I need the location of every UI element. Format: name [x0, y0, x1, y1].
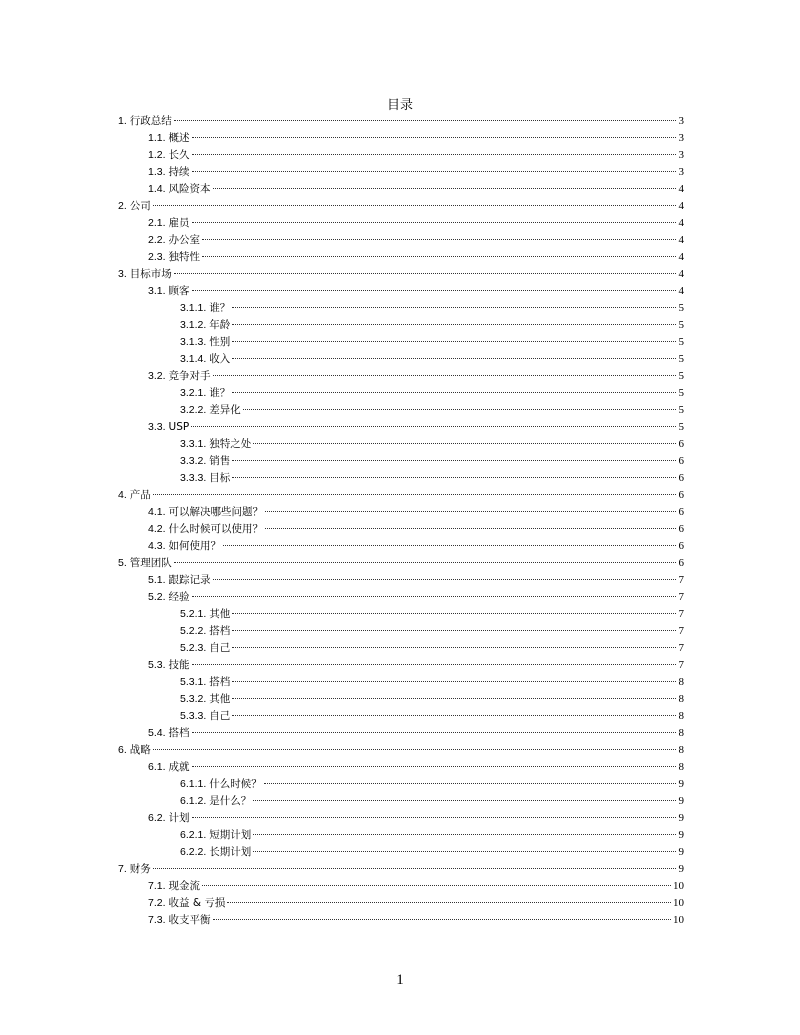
toc-entry-page: 4 — [678, 183, 684, 195]
toc-entry-page: 5 — [678, 336, 684, 348]
toc-entry[interactable] — [118, 317, 684, 334]
toc-entry-label: 自己 — [209, 642, 231, 654]
toc-entry-label: 独特性 — [168, 251, 201, 263]
toc-dot-leader — [153, 749, 676, 750]
toc-entry-label: 年龄 — [209, 319, 231, 331]
toc-entry-page: 5 — [678, 319, 684, 331]
toc-dot-leader — [192, 766, 676, 767]
toc-dot-leader — [192, 222, 676, 223]
toc-entry-label: 财务 — [129, 863, 151, 875]
toc-entry[interactable] — [118, 419, 684, 436]
toc-entry-page: 8 — [678, 710, 684, 722]
toc-entry[interactable] — [118, 657, 684, 674]
toc-entry-page: 6 — [678, 489, 684, 501]
toc-dot-leader — [232, 341, 676, 342]
toc-entry-label: 行政总结 — [129, 115, 172, 127]
toc-entry-label: 办公室 — [168, 234, 201, 246]
toc-entry[interactable] — [118, 776, 684, 793]
toc-entry-number: 1.1. — [148, 132, 166, 144]
toc-entry[interactable] — [118, 538, 684, 555]
toc-dot-leader — [223, 545, 676, 546]
toc-entry[interactable] — [118, 708, 684, 725]
toc-entry-number: 3.2. — [148, 370, 166, 382]
toc-entry-label: 差异化 — [209, 404, 241, 416]
toc-entry-label: 成就 — [168, 761, 190, 773]
toc-dot-leader — [232, 392, 676, 393]
toc-entry-label: 概述 — [168, 132, 190, 144]
toc-dot-leader — [202, 256, 676, 257]
toc-entry-page: 6 — [678, 557, 684, 569]
toc-entry-label: 是什么？ — [209, 795, 252, 807]
toc-entry-label: 竞争对手 — [168, 370, 211, 382]
toc-entry-label: 如何使用？ — [168, 540, 222, 552]
toc-entry[interactable] — [118, 164, 684, 181]
toc-entry-number: 5.1. — [148, 574, 166, 586]
toc-entry-page: 7 — [678, 591, 684, 603]
toc-entry-label: 持续 — [168, 166, 190, 178]
toc-entry-number: 6. — [118, 744, 127, 756]
toc-entry[interactable] — [118, 623, 684, 640]
toc-entry-label: 什么时候？ — [209, 778, 262, 790]
toc-entry-number: 5.3.1. — [180, 676, 207, 688]
toc-entry[interactable] — [118, 844, 684, 861]
page-number: 1 — [396, 972, 404, 988]
toc-dot-leader — [202, 885, 671, 886]
toc-dot-leader — [232, 477, 676, 478]
toc-entry-page: 6 — [678, 472, 684, 484]
toc-dot-leader — [265, 511, 676, 512]
toc-dot-leader — [243, 409, 676, 410]
toc-dot-leader — [213, 375, 676, 376]
toc-entry-number: 6.2.1. — [180, 829, 207, 841]
toc-heading: 目录 — [386, 98, 413, 113]
toc-entry-number: 4.1. — [148, 506, 166, 518]
toc-entry[interactable] — [118, 793, 684, 810]
toc-entry[interactable] — [118, 572, 684, 589]
toc-entry-page: 10 — [673, 897, 684, 909]
toc-entry[interactable] — [118, 130, 684, 147]
toc-entry-page: 7 — [678, 625, 684, 637]
toc-entry-number: 7.3. — [148, 914, 166, 926]
toc-entry-page: 4 — [678, 200, 684, 212]
toc-entry-label: 长久 — [168, 149, 190, 161]
toc-entry-number: 2.2. — [148, 234, 166, 246]
toc-dot-leader — [174, 562, 676, 563]
toc-entry-number: 1.3. — [148, 166, 166, 178]
toc-entry[interactable] — [118, 266, 684, 283]
toc-dot-leader — [192, 817, 676, 818]
toc-entry-page: 6 — [678, 438, 684, 450]
toc-entry-label: 经验 — [168, 591, 190, 603]
toc-entry-label: 收益 & 亏损 — [168, 897, 226, 909]
toc-entry-label: 风险资本 — [168, 183, 211, 195]
toc-dot-leader — [174, 273, 676, 274]
toc-entry-page: 6 — [678, 540, 684, 552]
toc-entry-number: 5.3. — [148, 659, 166, 671]
toc-entry-number: 6.1.1. — [180, 778, 207, 790]
toc-entry-label: 跟踪记录 — [168, 574, 211, 586]
toc-entry-page: 10 — [673, 880, 684, 892]
toc-entry-page: 5 — [678, 370, 684, 382]
toc-entry[interactable] — [118, 351, 684, 368]
toc-entry[interactable] — [118, 810, 684, 827]
toc-entry[interactable] — [118, 215, 684, 232]
toc-entry-number: 7.2. — [148, 897, 166, 909]
toc-entry-number: 5.3.2. — [180, 693, 207, 705]
toc-entry-label: 独特之处 — [209, 438, 252, 450]
toc-entry[interactable] — [118, 674, 684, 691]
toc-entry[interactable] — [118, 691, 684, 708]
toc-dot-leader — [232, 698, 676, 699]
toc-entry-label: 自己 — [209, 710, 231, 722]
toc-entry-label: 目标 — [209, 472, 231, 484]
toc-entry[interactable] — [118, 640, 684, 657]
toc-entry-label: 收支平衡 — [168, 914, 211, 926]
toc-entry-number: 6.1.2. — [180, 795, 207, 807]
toc-entry-number: 4.2. — [148, 523, 166, 535]
toc-entry-number: 5.2. — [148, 591, 166, 603]
toc-entry-number: 7.1. — [148, 880, 166, 892]
toc-dot-leader — [232, 647, 676, 648]
toc-entry-number: 3.3.1. — [180, 438, 207, 450]
toc-entry-page: 4 — [678, 217, 684, 229]
toc-dot-leader — [213, 188, 676, 189]
toc-entry-page: 3 — [678, 115, 684, 127]
toc-entry[interactable] — [118, 368, 684, 385]
toc-entry-number: 1.4. — [148, 183, 166, 195]
toc-entry[interactable] — [118, 113, 684, 130]
toc-entry[interactable] — [118, 878, 684, 895]
toc-dot-leader — [153, 494, 676, 495]
toc-entry-label: 什么时候可以使用？ — [168, 523, 264, 535]
toc-entry[interactable] — [118, 181, 684, 198]
toc-entry-number: 3. — [118, 268, 127, 280]
toc-dot-leader — [153, 868, 676, 869]
toc-entry-number: 5.3.3. — [180, 710, 207, 722]
toc-dot-leader — [232, 324, 676, 325]
toc-dot-leader — [264, 783, 676, 784]
toc-dot-leader — [192, 290, 676, 291]
toc-entry-label: 顾客 — [168, 285, 190, 297]
toc-entry-page: 5 — [678, 421, 684, 433]
toc-entry-page: 8 — [678, 761, 684, 773]
toc-entry-page: 4 — [678, 234, 684, 246]
toc-entry-label: 产品 — [129, 489, 151, 501]
toc-entry[interactable] — [118, 453, 684, 470]
toc-entry-number: 1.2. — [148, 149, 166, 161]
toc-entry-number: 5.4. — [148, 727, 166, 739]
toc-entry[interactable] — [118, 555, 684, 572]
toc-entry-label: 战略 — [129, 744, 151, 756]
toc-entry-number: 5.2.3. — [180, 642, 207, 654]
toc-entry-page: 9 — [678, 795, 684, 807]
toc-entry-number: 3.2.1. — [180, 387, 207, 399]
toc-entry[interactable] — [118, 232, 684, 249]
toc-entry-label: 目标市场 — [129, 268, 172, 280]
toc-entry-page: 10 — [673, 914, 684, 926]
toc-entry-label: 其他 — [209, 608, 231, 620]
toc-entry-page: 8 — [678, 676, 684, 688]
toc-entry-number: 1. — [118, 115, 127, 127]
toc-entry-label: 技能 — [168, 659, 190, 671]
toc-entry-label: USP — [168, 421, 190, 433]
toc-dot-leader — [232, 358, 676, 359]
toc-entry-page: 9 — [678, 846, 684, 858]
toc-entry-label: 管理团队 — [129, 557, 172, 569]
toc-entry-page: 3 — [678, 132, 684, 144]
toc-entry[interactable] — [118, 759, 684, 776]
toc-entry-label: 搭档 — [209, 625, 231, 637]
toc-entry-number: 4. — [118, 489, 127, 501]
toc-entry-number: 3.1.2. — [180, 319, 207, 331]
toc-entry-label: 短期计划 — [209, 829, 252, 841]
toc-entry-number: 7. — [118, 863, 127, 875]
toc-dot-leader — [253, 851, 676, 852]
toc-dot-leader — [192, 596, 676, 597]
toc-entry[interactable] — [118, 861, 684, 878]
toc-dot-leader — [192, 664, 676, 665]
toc-entry-page: 4 — [678, 285, 684, 297]
toc-entry[interactable] — [118, 504, 684, 521]
toc-entry-number: 6.2. — [148, 812, 166, 824]
toc-entry-page: 4 — [678, 268, 684, 280]
toc-dot-leader — [227, 902, 671, 903]
toc-dot-leader — [213, 919, 671, 920]
toc-entry-number: 2. — [118, 200, 127, 212]
toc-entry[interactable] — [118, 436, 684, 453]
toc-entry[interactable] — [118, 283, 684, 300]
table-of-contents — [118, 113, 684, 929]
toc-dot-leader — [253, 443, 676, 444]
toc-entry-label: 收入 — [209, 353, 231, 365]
toc-entry-number: 2.3. — [148, 251, 166, 263]
toc-entry-label: 搭档 — [168, 727, 190, 739]
toc-entry[interactable] — [118, 198, 684, 215]
toc-entry-page: 5 — [678, 387, 684, 399]
toc-entry-page: 6 — [678, 506, 684, 518]
toc-entry[interactable] — [118, 385, 684, 402]
toc-entry-number: 5.2.1. — [180, 608, 207, 620]
toc-entry-number: 4.3. — [148, 540, 166, 552]
toc-entry-page: 4 — [678, 251, 684, 263]
toc-entry-label: 计划 — [168, 812, 190, 824]
toc-entry-number: 6.2.2. — [180, 846, 207, 858]
toc-entry-number: 3.2.2. — [180, 404, 207, 416]
toc-entry-number: 3.3.2. — [180, 455, 207, 467]
toc-entry-label: 现金流 — [168, 880, 201, 892]
toc-entry[interactable] — [118, 402, 684, 419]
toc-entry-page: 5 — [678, 404, 684, 416]
toc-entry-page: 6 — [678, 523, 684, 535]
toc-dot-leader — [192, 154, 676, 155]
toc-dot-leader — [232, 715, 676, 716]
toc-entry-page: 8 — [678, 727, 684, 739]
toc-entry-page: 8 — [678, 693, 684, 705]
toc-entry-page: 9 — [678, 829, 684, 841]
toc-entry-label: 可以解决哪些问题？ — [168, 506, 264, 518]
toc-entry-page: 5 — [678, 302, 684, 314]
toc-dot-leader — [153, 205, 676, 206]
toc-dot-leader — [232, 460, 676, 461]
toc-dot-leader — [232, 630, 676, 631]
toc-entry-number: 3.3.3. — [180, 472, 207, 484]
toc-entry-number: 6.1. — [148, 761, 166, 773]
toc-entry[interactable] — [118, 912, 684, 929]
toc-entry[interactable] — [118, 249, 684, 266]
toc-entry-page: 9 — [678, 812, 684, 824]
toc-dot-leader — [192, 137, 676, 138]
toc-dot-leader — [174, 120, 676, 121]
toc-dot-leader — [202, 239, 676, 240]
toc-dot-leader — [232, 613, 676, 614]
toc-entry[interactable] — [118, 147, 684, 164]
toc-entry-page: 6 — [678, 455, 684, 467]
toc-entry-page: 3 — [678, 149, 684, 161]
toc-entry-number: 2.1. — [148, 217, 166, 229]
toc-entry[interactable] — [118, 521, 684, 538]
toc-entry[interactable] — [118, 895, 684, 912]
toc-entry-number: 3.1.4. — [180, 353, 207, 365]
toc-entry[interactable] — [118, 589, 684, 606]
toc-dot-leader — [232, 307, 676, 308]
toc-dot-leader — [213, 579, 676, 580]
toc-entry-page: 8 — [678, 744, 684, 756]
toc-entry[interactable] — [118, 470, 684, 487]
toc-entry-label: 性别 — [209, 336, 231, 348]
toc-entry-number: 3.1. — [148, 285, 166, 297]
toc-entry[interactable] — [118, 742, 684, 759]
toc-entry[interactable] — [118, 334, 684, 351]
toc-entry-number: 5. — [118, 557, 127, 569]
toc-entry[interactable] — [118, 606, 684, 623]
toc-entry-label: 长期计划 — [209, 846, 252, 858]
toc-dot-leader — [232, 681, 676, 682]
toc-entry-label: 搭档 — [209, 676, 231, 688]
toc-entry[interactable] — [118, 827, 684, 844]
toc-entry-label: 销售 — [209, 455, 231, 467]
toc-entry-label: 谁？ — [209, 387, 231, 399]
toc-entry-label: 雇员 — [168, 217, 190, 229]
toc-dot-leader — [191, 426, 676, 427]
toc-entry-page: 9 — [678, 778, 684, 790]
toc-entry-number: 3.1.3. — [180, 336, 207, 348]
toc-entry-number: 3.1.1. — [180, 302, 207, 314]
toc-entry-page: 7 — [678, 642, 684, 654]
toc-entry-label: 公司 — [129, 200, 151, 212]
toc-dot-leader — [192, 171, 676, 172]
toc-dot-leader — [265, 528, 676, 529]
toc-entry[interactable] — [118, 487, 684, 504]
toc-dot-leader — [253, 800, 676, 801]
toc-entry-label: 谁？ — [209, 302, 231, 314]
toc-entry-number: 5.2.2. — [180, 625, 207, 637]
toc-entry-page: 7 — [678, 608, 684, 620]
toc-entry-page: 5 — [678, 353, 684, 365]
toc-entry-number: 3.3. — [148, 421, 166, 433]
toc-entry-label: 其他 — [209, 693, 231, 705]
toc-entry-page: 7 — [678, 574, 684, 586]
toc-dot-leader — [192, 732, 676, 733]
toc-entry[interactable] — [118, 300, 684, 317]
toc-entry[interactable] — [118, 725, 684, 742]
toc-entry-page: 9 — [678, 863, 684, 875]
toc-entry-page: 7 — [678, 659, 684, 671]
toc-dot-leader — [253, 834, 676, 835]
toc-entry-page: 3 — [678, 166, 684, 178]
